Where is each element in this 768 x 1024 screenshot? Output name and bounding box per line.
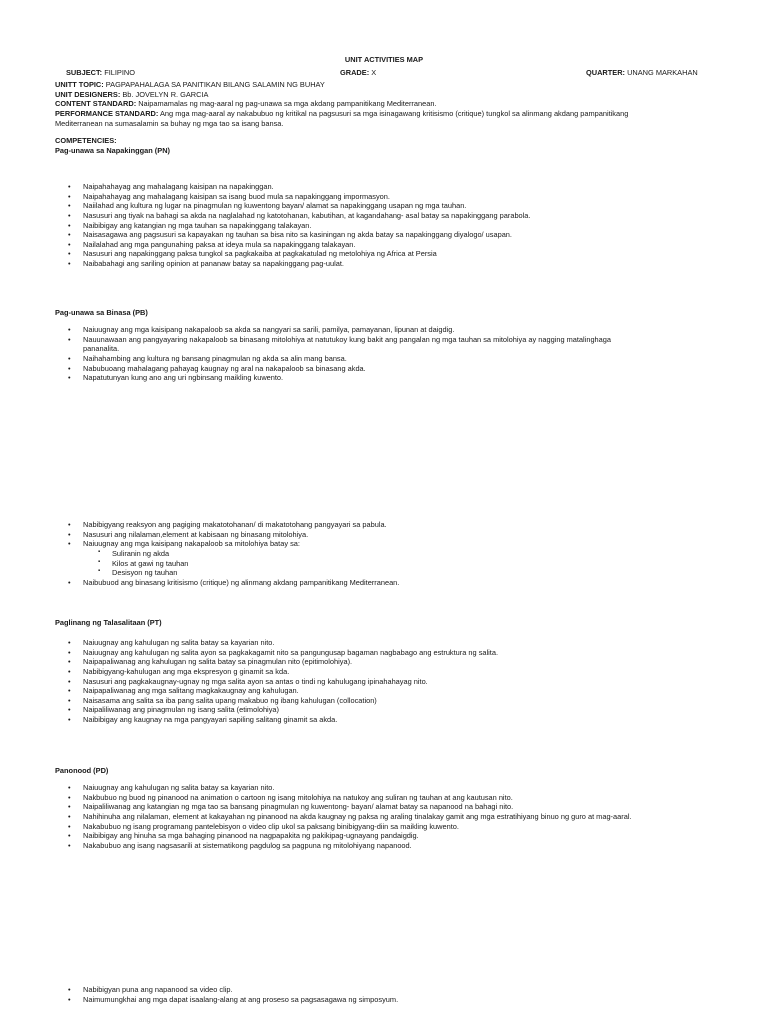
list-item: • Nakabubuo ng isang programang pantelebisyon o video clip ukol sa paksang binibigyang-diin sa maikling kuwento.: [55, 822, 720, 832]
list-item: • Nasusuri ang napakinggang paksa tungkol sa pagkakaiba at pagkakatulad ng metolohiya ng Africa at Persia: [55, 249, 720, 259]
list-item: • Nailalahad ang mga pangunahing paksa at ideya mula sa napakinggang talakayan.: [55, 240, 720, 250]
list-item: • Naiilahad ang kultura ng lugar na pinagmulan ng kuwentong bayan/ alamat sa napakinggang usapan ng mga tauhan.: [55, 201, 720, 211]
list-item: • Naipahahayag ang mahalagang kaisipan sa isang buod mula sa napakinggang impormasyon.: [55, 192, 720, 202]
section-heading-pt: Paglinang ng Talasalitaan (PT): [55, 618, 162, 627]
list-item: • Naipahahayag ang mahalagang kaisipan na napakinggan.: [55, 182, 720, 192]
unit-topic-line: [55, 80, 720, 90]
list-item: • Naiuugnay ang kahulugan ng salita batay sa kayarian nito.: [55, 638, 720, 648]
list-item: • Nabibigyang reaksyon ang pagiging makatotohanan/ di makatotohang pangyayari sa pabula.: [55, 520, 720, 530]
list-item: • Naipapaliwanag ang kahulugan ng salita batay sa pinagmulan nito (epitimolohiya).: [55, 657, 720, 667]
grade-field: [340, 68, 376, 78]
list-item: • Naisasagawa ang pagsusuri sa kapayakan ng tauhan sa bisa nito sa kasiningan ng akda batay sa napakinggang diyalogo/ usapan.: [55, 230, 720, 240]
performance-standard-label: PERFORMANCE STANDARD:: [55, 108, 159, 118]
section-heading-pn: Pag-unawa sa Napakinggan (PN): [55, 145, 170, 155]
list-item: • Nasusuri ang nilalaman,element at kabisaan ng binasang mitolohiya.: [55, 530, 720, 540]
list-item: • Naibibigay ang kaugnay na mga pangyayari sapiling salitang ginamit sa akda.: [55, 715, 720, 725]
performance-standard-cont: Mediterranean na sumasalamin sa buhay ng mga tao sa isang bansa.: [55, 118, 284, 128]
unit-designers-label: UNIT DESIGNERS:: [55, 89, 121, 99]
subject-label: SUBJECT:: [66, 68, 103, 77]
section-heading-pd: Panonood (PD): [55, 766, 109, 775]
content-standard-label: CONTENT STANDARD:: [55, 99, 137, 109]
list-item: • Naiuugnay ang kahulugan ng salita ayon sa pagkakagamit nito sa pangungusap bagaman nagbabago ang estruktura ng salita.: [55, 648, 720, 658]
performance-standard-line: [55, 109, 720, 119]
sub-list-item: ▪ Desisyon ng tauhan: [55, 568, 720, 578]
list-item: • Nakabubuo ang isang nagsasarili at sistematikong pagdulog sa pagpuna ng mitolohiyang napanood.: [55, 841, 720, 851]
list-item-continuation: pananalita.: [83, 344, 120, 354]
list-item: • Nahihinuha ang nilalaman, element at kakayahan ng pinanood na akda kaugnay ng paksa ng araling tinalakay gamit ang mga estratihiyang binuo ng guro at mag-aaral.: [55, 812, 720, 822]
list-item: • Nabibigyan puna ang napanood sa video clip.: [55, 985, 720, 995]
list-item: • Naibabahagi ang sariling opinion at pananaw batay sa napakinggang pag-uulat.: [55, 259, 720, 269]
list-item: • Naiuugnay ang mga kaisipang nakapaloob sa mitolohiya batay sa:: [55, 539, 720, 549]
list-item: • Nasusuri ang tiyak na bahagi sa akda na naglalahad ng katotohanan, kabutihan, at kagandahang- asal batay sa napakinggang parabola.: [55, 211, 720, 221]
unit-designers-line: [55, 90, 720, 100]
content-standard-line: [55, 99, 720, 109]
pb-list-continued: [55, 520, 720, 587]
list-item: • Nakbubuo ng buod ng pinanood na animation o cartoon ng isang mitolohiya na natukoy ang suliran ng tauhan at ang kautusan nito.: [55, 793, 720, 803]
pt-list: [55, 638, 720, 725]
unit-designers-value: Bb. JOVELYN R. GARCIA: [122, 89, 209, 99]
quarter-field: [586, 68, 698, 78]
list-item: • Nabibigyang-kahulugan ang mga ekspresyon g ginamit sa kda.: [55, 667, 720, 677]
header-block: [55, 80, 720, 155]
grade-label: GRADE:: [340, 68, 370, 77]
pn-list: [55, 182, 720, 269]
list-item: • Naibibigay ang hinuha sa mga bahaging pinanood na nagpapakita ng pakikipag-ugnayang pandaigdig.: [55, 831, 720, 841]
list-item: • Naibibigay ang katangian ng mga tauhan sa napakinggang talakayan.: [55, 221, 720, 231]
list-item: • Naibubuod ang binasang kritisismo (critique) ng alinmang akdang pampanitikang Mediterranean.: [55, 578, 720, 588]
list-item: • Naisasama ang salita sa iba pang salita upang makabuo ng ibang kahulugan (collocation): [55, 696, 720, 706]
subject-field: [66, 68, 135, 78]
document-title: UNIT ACTIVITIES MAP: [344, 55, 424, 64]
list-item: • Naipaliliwanag ang pinagmulan ng isang salita (etimolohiya): [55, 705, 720, 715]
grade-value: X: [371, 68, 377, 77]
competencies-label: COMPETENCIES:: [55, 136, 117, 146]
list-item: • Naipapaliwanag ang mga salitang magkakaugnay ang kahulugan.: [55, 686, 720, 696]
content-standard-value: Naipamamalas ng mag-aaral ng pag-unawa sa mga akdang pampanitikang Mediterranean.: [138, 99, 437, 109]
list-item: • Naipaliliwanag ang katangian ng mga tao sa bansang pinagmulan ng kuwentong- bayan/ alamat batay sa napanood na bahagi nito.: [55, 802, 720, 812]
pb-list: [55, 325, 720, 383]
unit-topic-value: PAGPAPAHALAGA SA PANITIKAN BILANG SALAMIN NG BUHAY: [105, 80, 325, 89]
unit-topic-label: UNITT TOPIC:: [55, 80, 104, 89]
pd-list-continued: [55, 985, 720, 1004]
quarter-value: UNANG MARKAHAN: [627, 68, 698, 77]
performance-standard-value: Ang mga mag-aaral ay nakabubuo ng kritikal na pagsusuri sa mga isinagawang kritisismo (critique) tungkol sa alinmang akdang pampanitikang: [159, 108, 629, 118]
quarter-label: QUARTER:: [586, 68, 626, 77]
list-item: • Nasusuri ang pagkakaugnay-ugnay ng mga salita ayon sa antas o tindi ng kahulugang ipinahahayag nito.: [55, 677, 720, 687]
list-item: • Naiuugnay ang mga kaisipang nakapaloob sa akda sa nangyari sa sarili, pamilya, pamayanan, lipunan at daigdig.: [55, 325, 720, 335]
subject-value: FILIPINO: [104, 68, 136, 77]
sub-list-item: ▪ Suliranin ng akda: [55, 549, 720, 559]
list-item: • Naimumungkhai ang mga dapat isaalang-alang at ang proseso sa pagsasagawa ng simposyum.: [55, 995, 720, 1005]
list-item: • Nauunawaan ang pangyayaring nakapaloob sa binasang mitolohiya at natutukoy kung bakit ang pangalan ng mga tauhan sa mitolohiya ay nagging matalinghaga: [55, 335, 720, 345]
sub-list-item: ▪ Kilos at gawi ng tauhan: [55, 559, 720, 569]
list-item: • Naiuugnay ang kahulugan ng salita batay sa kayarian nito.: [55, 783, 720, 793]
list-item: • Napatutunyan kung ano ang uri ngbinsang maikling kuwento.: [55, 373, 720, 383]
pd-list: [55, 783, 720, 850]
list-item: • Nabubuoang mahalagang pahayag kaugnay ng aral na nakapaloob sa binasang akda.: [55, 364, 720, 374]
list-item: • Naihahambing ang kultura ng bansang pinagmulan ng akda sa alin mang bansa.: [55, 354, 720, 364]
section-heading-pb: Pag-unawa sa Binasa (PB): [55, 308, 148, 317]
